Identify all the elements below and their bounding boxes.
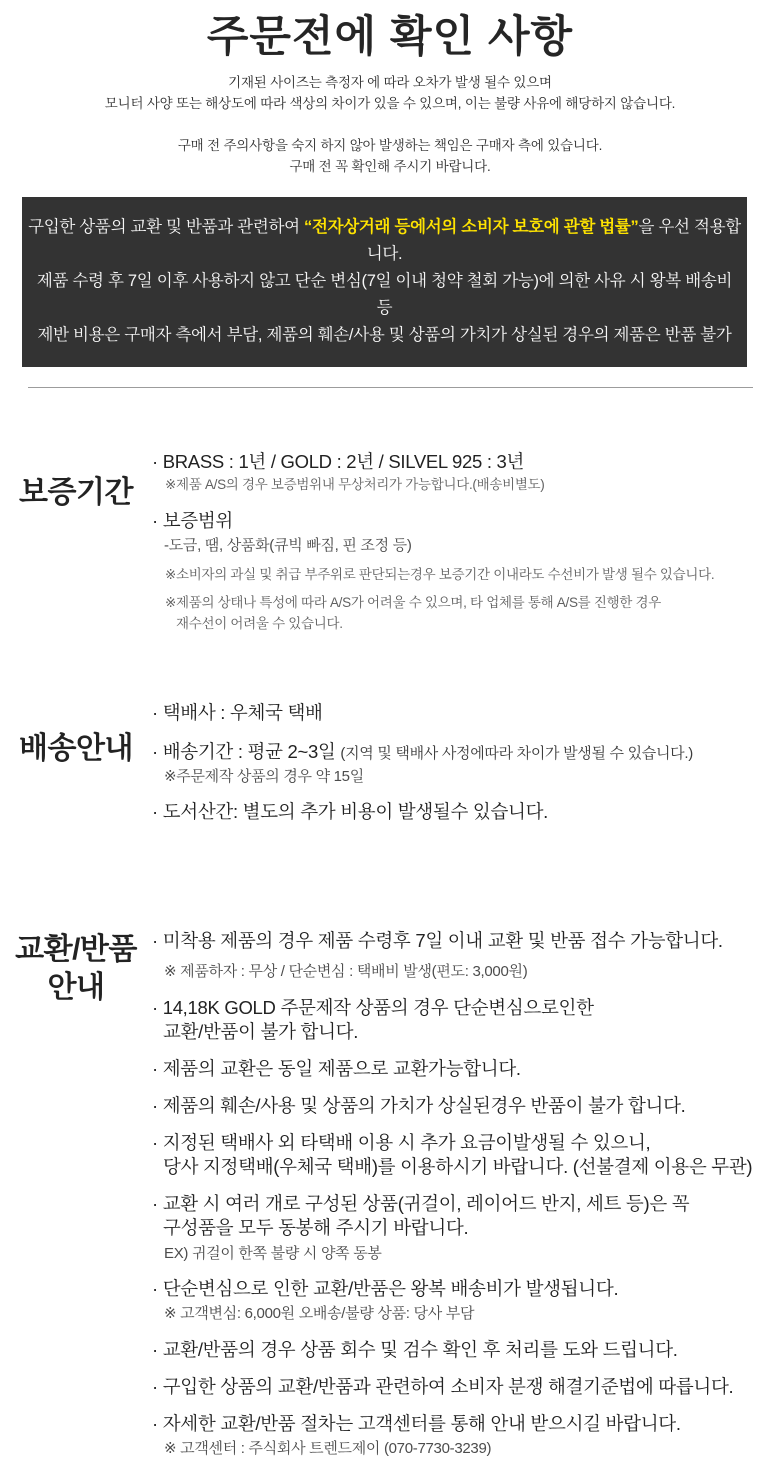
page-header [0,0,780,178]
law-notice-box [22,197,747,367]
section-warranty-label [0,474,152,512]
exchange-gold-line-cont: 교환/반품이 불가 합니다. [163,1021,359,1043]
section-warranty-content [152,450,780,644]
warranty-scope-line: · 보증범위 [152,509,233,531]
subtitle-line: 기재된 사이즈는 측정자 에 따라 오차가 발생 될수 있으며 [228,75,552,91]
exchange-cost-detail-note: ※ 고객변심: 6,000원 오배송/불량 상품: 당사 부담 [164,1305,475,1323]
exchange-courier-line: · 지정된 택배사 외 타택배 이용 시 추가 요금이발생될 수 있으니, [152,1132,651,1154]
law-line-1-pre: 구입한 상품의 교환 및 반품과 관련하여 [28,218,305,237]
shipping-courier-line: · 택배사 : 우체국 택배 [152,702,323,724]
exchange-set-line-cont: 구성품을 모두 동봉해 주시기 바랍니다. [163,1217,469,1239]
exchange-set-line: · 교환 시 여러 개로 구성된 상품(귀걸이, 레이어드 반지, 세트 등)은 꼭 [152,1193,690,1215]
law-line-1-post: 을 우선 적용합니다. [366,218,741,264]
exchange-courier-line-cont: 당사 지정택배(우체국 택배)를 이용하시기 바랍니다. (선불결제 이용은 무관) [163,1156,753,1178]
shipping-remote-area-line: · 도서산간: 별도의 추가 비용이 발생될수 있습니다. [152,801,549,823]
law-line-1 [28,214,741,268]
section-shipping-label [0,730,152,768]
law-highlight: “전자상거래 등에서의 소비자 보호에 관할 법률” [304,218,639,237]
warranty-as-difficulty-note: ※제품의 상태나 특성에 따라 A/S가 어려울 수 있으며, 타 업체를 통해 A/S를 진행한 경우 [165,595,662,611]
warranty-period-line: · BRASS : 1년 / GOLD : 2년 / SILVEL 925 : 3년 [152,451,525,473]
exchange-law-line: · 구입한 상품의 교환/반품과 관련하여 소비자 분쟁 해결기준법에 따릅니다. [152,1376,734,1398]
exchange-window-line: · 미착용 제품의 경우 제품 수령후 7일 이내 교환 및 반품 접수 가능합니다. [152,930,723,952]
section-label-line: 안내 [47,970,105,1004]
warranty-scope-detail: -도금, 땜, 상품화(큐빅 빠짐, 핀 조정 등) [164,537,412,555]
subtitle-line: 모니터 사양 또는 해상도에 따라 색상의 차이가 있을 수 있으며, 이는 불량 사유에 해당하지 않습니다. [104,96,676,112]
law-line-2: 제품 수령 후 7일 이후 사용하지 않고 단순 변심(7일 이내 청약 철회 가능)에 의한 사유 시 왕복 배송비 등 [36,272,733,318]
header-subtitle [0,73,780,115]
shipping-duration-main: · 배송기간 : 평균 2~3일 [152,740,341,762]
page-title: 주문전에 확인 사항 [206,13,574,61]
info-sections [0,388,780,1470]
shipping-duration-paren: (지역 및 택배사 사정에따라 차이가 발생될 수 있습니다.) [340,744,693,762]
exchange-cs-contact-note: ※ 고객센터 : 주식회사 트렌드제이 (070-7730-3239) [164,1440,492,1458]
warranty-as-difficulty-note-cont: 재수선이 어려울 수 있습니다. [176,615,343,631]
section-exchange-label [0,931,152,1006]
exchange-fee-note: ※ 제품하자 : 무상 / 단순변심 : 택배비 발생(편도: 3,000원) [164,963,528,981]
section-exchange-return [0,929,780,1470]
section-label-line: 보증기간 [19,476,133,510]
header-notice [0,136,780,178]
warranty-caution-note: ※소비자의 과실 및 취급 부주위로 판단되는경우 보증기간 이내라도 수선비가 발생 될수 있습니다. [165,566,715,582]
law-line-3: 제반 비용은 구매자 측에서 부담, 제품의 훼손/사용 및 상품의 가치가 상실된 경우의 제품은 반품 불가 [37,326,732,345]
section-exchange-content [152,929,780,1470]
shipping-duration-line [152,740,766,764]
section-warranty [0,450,780,644]
notice-line: 구매 전 꼭 확인해 주시기 바랍니다. [289,159,491,175]
exchange-inspection-line: · 교환/반품의 경우 상품 회수 및 검수 확인 후 처리를 도와 드립니다. [152,1339,678,1361]
exchange-shipping-cost-line: · 단순변심으로 인한 교환/반품은 왕복 배송비가 발생됩니다. [152,1278,619,1300]
shipping-custom-made-note: ※주문제작 상품의 경우 약 15일 [164,767,364,785]
exchange-cs-line: · 자세한 교환/반품 절차는 고객센터를 통해 안내 받으시길 바랍니다. [152,1413,681,1435]
exchange-damage-line: · 제품의 훼손/사용 및 상품의 가치가 상실된경우 반품이 불가 합니다. [152,1095,686,1117]
section-shipping-content [152,701,780,833]
exchange-gold-line: · 14,18K GOLD 주문제작 상품의 경우 단순변심으로인한 [152,997,594,1019]
warranty-as-note: ※제품 A/S의 경우 보증범위내 무상처리가 가능합니다.(배송비별도) [165,477,545,493]
exchange-same-item-line: · 제품의 교환은 동일 제품으로 교환가능합니다. [152,1058,521,1080]
section-shipping [0,701,780,833]
exchange-set-example: EX) 귀걸이 한쪽 불량 시 양쪽 동봉 [164,1244,382,1262]
section-label-line: 배송안내 [19,732,133,766]
section-label-line: 교환/반품 [15,933,137,967]
notice-line: 구매 전 주의사항을 숙지 하지 않아 발생하는 책임은 구매자 측에 있습니다. [177,138,603,154]
